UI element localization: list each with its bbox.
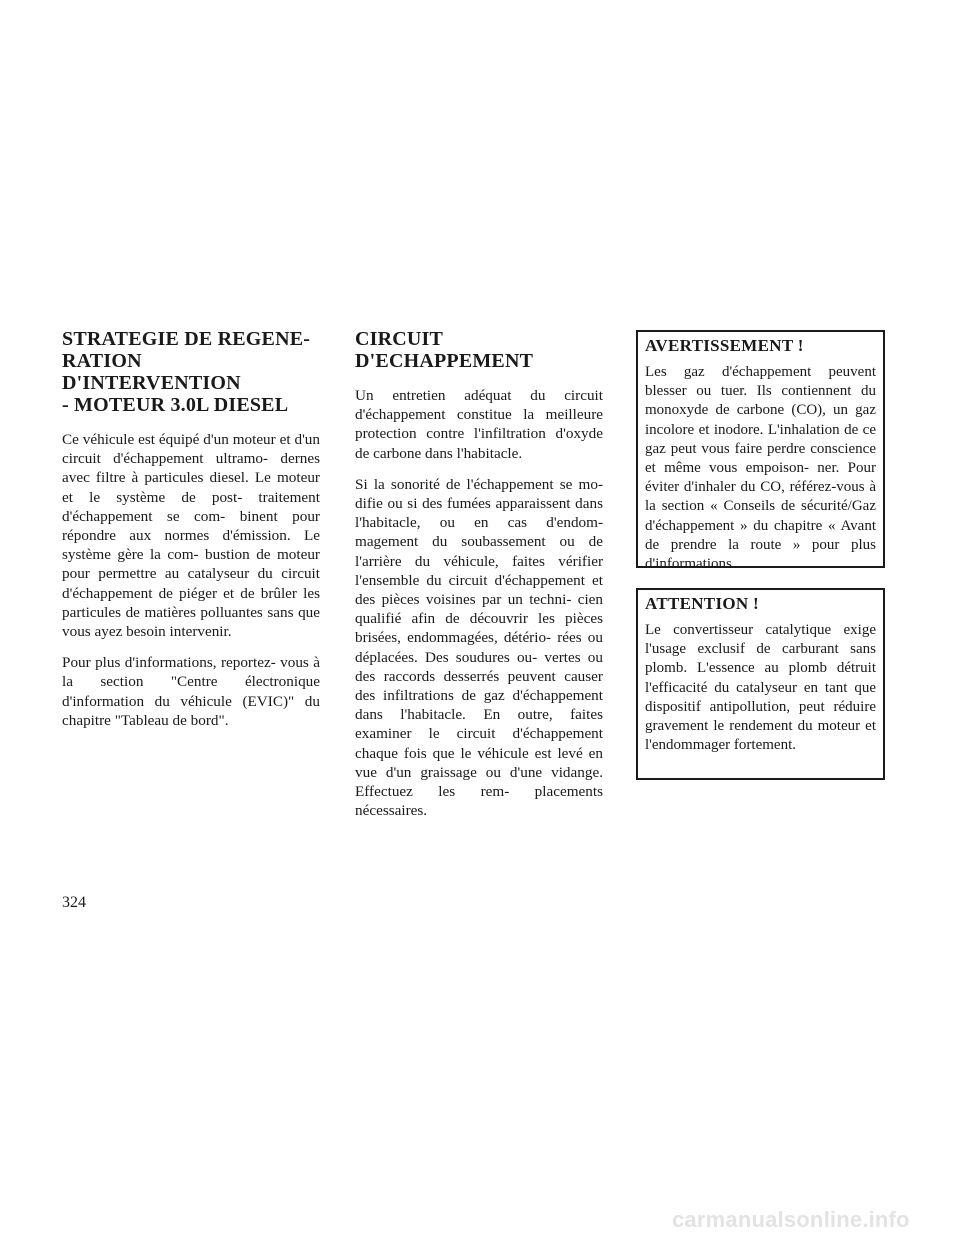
section-heading-regeneration — [62, 328, 320, 416]
page-number: 324 — [62, 894, 86, 911]
heading-line: D'ECHAPPEMENT — [355, 350, 534, 372]
heading-line: - MOTEUR 3.0L DIESEL — [62, 394, 289, 416]
left-column — [62, 328, 320, 742]
heading-line: STRATEGIE DE REGENE- — [62, 328, 311, 350]
watermark: carmanualsonline.info — [672, 1207, 910, 1232]
warning-text: Les gaz d'échappement peuvent blesser ou tuer. Ils contiennent du monoxyde de carbone (CO), un gaz incolore et inodore. L'inhalation de ce gaz peut vous faire perdre conscience et même vous empoison- ner. Pour éviter d'inhaler du CO, référez-vous à la section « Conseils de sécurité/Gaz d'échappement » du chapitre « Avant de prendre la route » pour plus d'informations. — [645, 364, 876, 573]
caution-text: Le convertisseur catalytique exige l'usage exclusif de carburant sans plomb. L'essence au plomb détruit l'efficacité du catalyseur en tant que dispositif antipollution, peut réduire gravement le rendement du moteur et l'endommager fortement. — [645, 622, 876, 754]
paragraph: Si la sonorité de l'échappement se mo- difie ou si des fumées apparaissent dans l'habitacle, ou en cas d'endom- magement du soubassement ou de l'arrière du véhicule, faites vérifier l'ensemble du circuit d'échappement et des pièces voisines par un techni- cien qualifié afin de découvrir les pièces brisées, endommagées, détério- rées ou déplacées. Des soudures ou- vertes ou des raccords desserrés peuvent causer des infiltrations de gaz d'échappement dans l'habitacle. En outre, faites examiner le circuit d'échappement chaque fois que le véhicule est levé en vue d'un graissage ou d'une vidange. Effectuez les rem- placements nécessaires. — [355, 475, 603, 820]
paragraph: Un entretien adéquat du circuit d'échappement constitue la meilleure protection contre l'infiltration d'oxyde de carbone dans l'habitacle. — [355, 387, 603, 462]
middle-column — [355, 328, 603, 832]
warning-title: AVERTISSEMENT ! — [645, 336, 804, 355]
caution-title: ATTENTION ! — [645, 594, 759, 613]
paragraph: Pour plus d'informations, reportez- vous à la section "Centre électronique d'information du véhicule (EVIC)" du chapitre "Tableau de bord". — [62, 654, 320, 729]
section-heading-exhaust — [355, 328, 603, 372]
heading-line: RATION D'INTERVENTION — [62, 350, 241, 394]
warning-box — [636, 330, 885, 573]
heading-line: CIRCUIT — [355, 328, 444, 350]
caution-box — [636, 588, 885, 780]
paragraph: Ce véhicule est équipé d'un moteur et d'un circuit d'échappement ultramo- dernes avec filtre à particules diesel. Le moteur et le système de post- traitement d'échappement se com- binent pour répondre aux normes d'émission. Le système gère la com- bustion de moteur pour permettre au catalyseur du circuit d'échappement de piéger et de brûler les particules de matières polluantes sans que vous ayez besoin intervenir. — [62, 431, 320, 641]
